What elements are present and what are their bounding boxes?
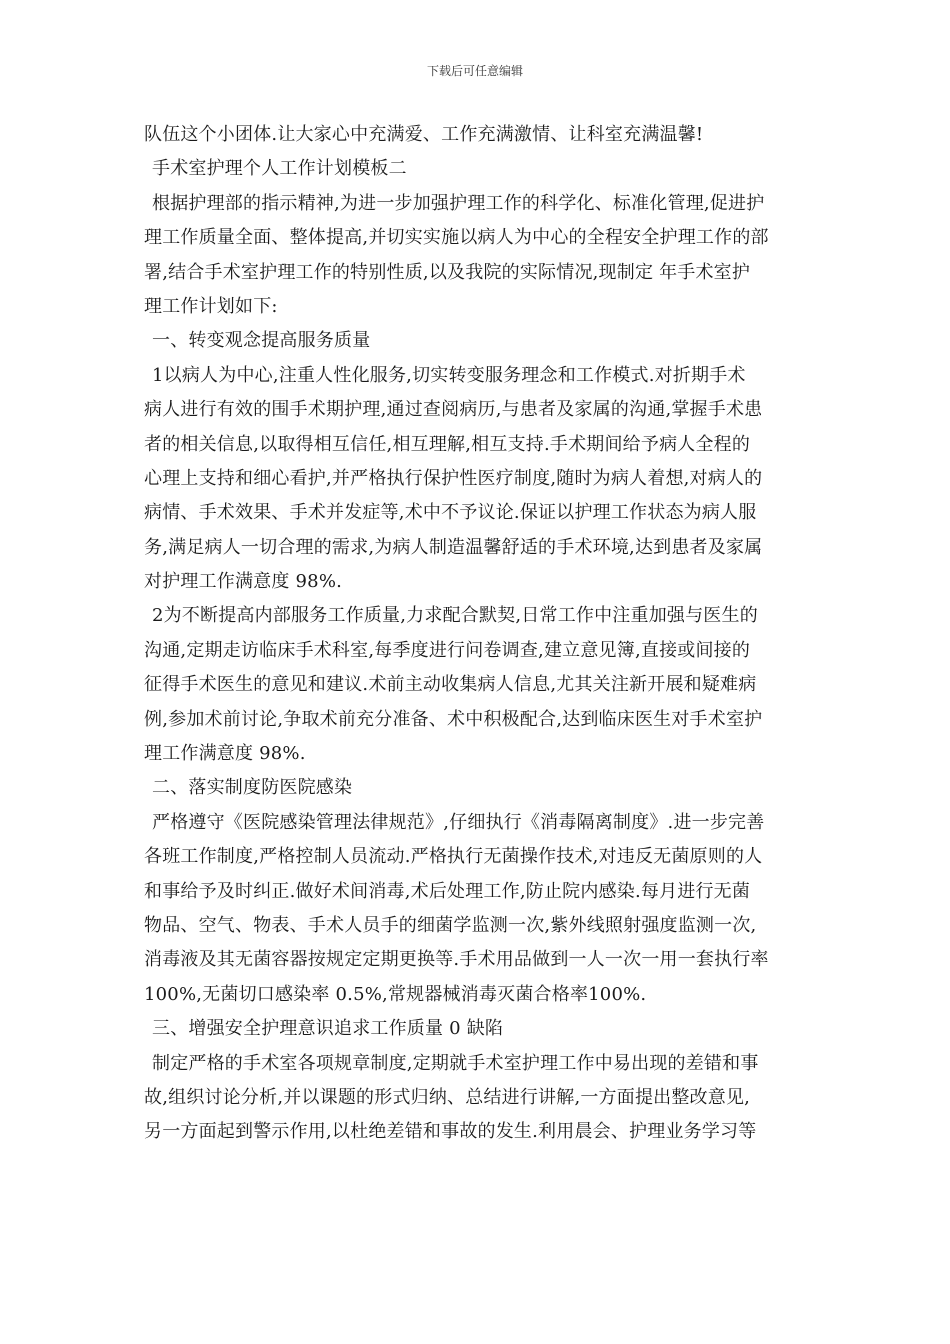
section-heading: 三、增强安全护理意识追求工作质量 0 缺陷 xyxy=(152,1018,504,1040)
paragraph-line: 100%,无菌切口感染率 0.5%,常规器械消毒灭菌合格率100%. xyxy=(144,983,647,1005)
paragraph-line: 理工作计划如下: xyxy=(144,295,278,317)
paragraph-line: 严格遵守《医院感染管理法律规范》,仔细执行《消毒隔离制度》.进一步完善 xyxy=(152,811,765,833)
paragraph-line: 例,参加术前讨论,争取术前充分准备、术中积极配合,达到临床医生对手术室护 xyxy=(144,708,763,730)
paragraph-line: 征得手术医生的意见和建议.术前主动收集病人信息,尤其关注新开展和疑难病 xyxy=(144,674,757,696)
paragraph-line: 制定严格的手术室各项规章制度,定期就手术室护理工作中易出现的差错和事 xyxy=(152,1052,759,1074)
paragraph-line: 对护理工作满意度 98%. xyxy=(144,571,343,593)
paragraph-line: 物品、空气、物表、手术人员手的细菌学监测一次,紫外线照射强度监测一次, xyxy=(144,914,757,936)
text-line: 队伍这个小团体.让大家心中充满爱、工作充满激情、让科室充满温馨! xyxy=(144,124,704,145)
paragraph-line: 署,结合手术室护理工作的特别性质,以及我院的实际情况,现制定 年手术室护 xyxy=(144,261,751,283)
paragraph-line: 心理上支持和细心看护,并严格执行保护性医疗制度,随时为病人着想,对病人的 xyxy=(144,467,763,489)
paragraph-line: 故,组织讨论分析,并以课题的形式归纳、总结进行讲解,一方面提出整改意见, xyxy=(144,1086,751,1108)
paragraph-line: 根据护理部的指示精神,为进一步加强护理工作的科学化、标准化管理,促进护 xyxy=(152,192,765,214)
section-heading: 二、落实制度防医院感染 xyxy=(152,777,353,799)
paragraph-line: 病情、手术效果、手术并发症等,术中不予议论.保证以护理工作状态为病人服 xyxy=(144,502,757,524)
section-heading: 手术室护理个人工作计划模板二 xyxy=(152,158,407,180)
paragraph-line: 病人进行有效的围手术期护理,通过查阅病历,与患者及家属的沟通,掌握手术患 xyxy=(144,399,763,421)
document-body xyxy=(144,118,809,1150)
paragraph-line: 2为不断提高内部服务工作质量,力求配合默契,日常工作中注重加强与医生的 xyxy=(152,605,758,627)
section-heading: 一、转变观念提高服务质量 xyxy=(152,330,371,352)
paragraph-line: 沟通,定期走访临床手术科室,每季度进行问卷调查,建立意见簿,直接或间接的 xyxy=(144,639,751,661)
paragraph-line: 理工作质量全面、整体提高,并切实实施以病人为中心的全程安全护理工作的部 xyxy=(144,227,769,249)
paragraph-line: 者的相关信息,以取得相互信任,相互理解,相互支持.手术期间给予病人全程的 xyxy=(144,433,751,455)
paragraph-line: 理工作满意度 98%. xyxy=(144,743,306,765)
paragraph-line: 消毒液及其无菌容器按规定定期更换等.手术用品做到一人一次一用一套执行率 xyxy=(144,949,769,971)
paragraph-line: 另一方面起到警示作用,以杜绝差错和事故的发生.利用晨会、护理业务学习等 xyxy=(144,1121,757,1143)
paragraph-line: 和事给予及时纠正.做好术间消毒,术后处理工作,防止院内感染.每月进行无菌 xyxy=(144,880,751,902)
paragraph-line: 务,满足病人一切合理的需求,为病人制造温馨舒适的手术环境,达到患者及家属 xyxy=(144,536,763,558)
paragraph-line: 各班工作制度,严格控制人员流动.严格执行无菌操作技术,对违反无菌原则的人 xyxy=(144,846,763,868)
paragraph-line: 1以病人为中心,注重人性化服务,切实转变服务理念和工作模式.对折期手术 xyxy=(152,364,746,386)
page-header: 下载后可任意编辑 xyxy=(426,64,523,78)
